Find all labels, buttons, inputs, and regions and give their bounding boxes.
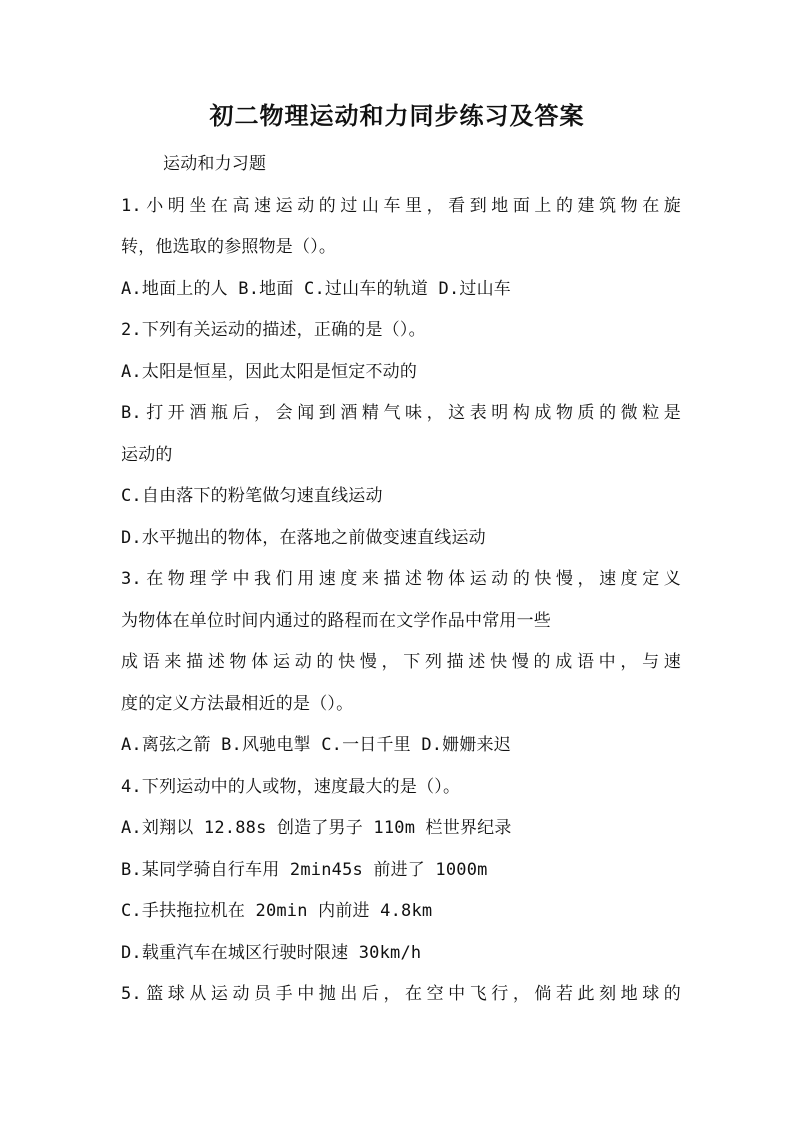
text-line: A.地面上的人 B.地面 C.过山车的轨道 D.过山车 xyxy=(121,278,511,299)
text-line: C.手扶拖拉机在 20min 内前进 4.8km xyxy=(121,901,433,921)
text-line: 4.下列运动中的人或物，速度最大的是（）。 xyxy=(121,776,461,797)
text-line: 2.下列有关运动的描述，正确的是（）。 xyxy=(121,320,426,340)
page-title: 初二物理运动和力同步练习及答案 xyxy=(209,101,585,130)
text-line: 成语来描述物体运动的快慢，下列描述快慢的成语中，与速 xyxy=(121,652,681,672)
text-line: 为物体在单位时间内通过的路程而在文学作品中常用一些 xyxy=(121,610,551,631)
text-line: 度的定义方法最相近的是（）。 xyxy=(121,693,354,714)
text-line: 1.小明坐在高速运动的过山车里，看到地面上的建筑物在旋 xyxy=(121,195,681,216)
text-line: A.太阳是恒星，因此太阳是恒定不动的 xyxy=(121,361,418,382)
text-line: D.载重汽车在城区行驶时限速 30km/h xyxy=(121,942,422,963)
text-line: 运动的 xyxy=(121,444,173,465)
text-line: A.离弦之箭 B.风驰电掣 C.一日千里 D.姗姗来迟 xyxy=(121,735,511,755)
text-line: 5.篮球从运动员手中抛出后，在空中飞行，倘若此刻地球的 xyxy=(121,984,681,1004)
text-line: 3.在物理学中我们用速度来描述物体运动的快慢，速度定义 xyxy=(121,569,681,589)
document-body xyxy=(121,144,681,1016)
text-line: A.刘翔以 12.88s 创造了男子 110m 栏世界纪录 xyxy=(121,818,512,838)
text-line: B.打开酒瓶后，会闻到酒精气味，这表明构成物质的微粒是 xyxy=(121,403,681,423)
text-line: C.自由落下的粉笔做匀速直线运动 xyxy=(121,486,383,506)
text-line: B.某同学骑自行车用 2min45s 前进了 1000m xyxy=(121,859,488,880)
text-line: 转，他选取的参照物是（）。 xyxy=(121,237,337,257)
text-line: D.水平抛出的物体，在落地之前做变速直线运动 xyxy=(121,527,486,548)
section-heading: 运动和力习题 xyxy=(163,154,267,174)
